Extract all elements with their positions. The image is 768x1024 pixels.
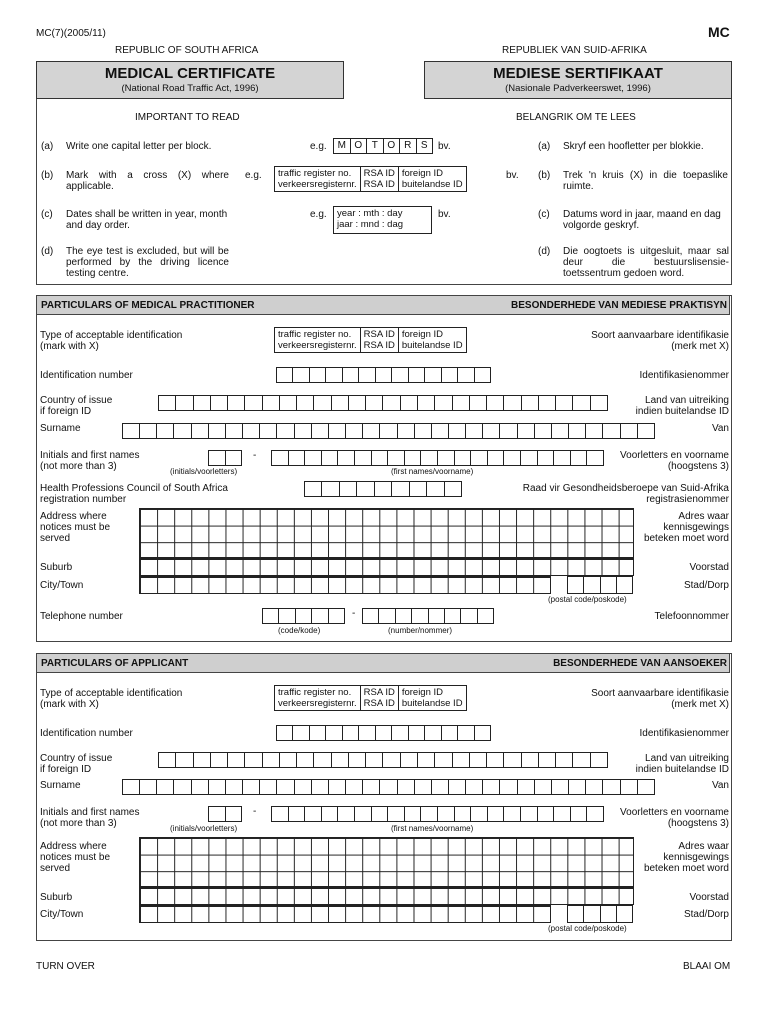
subtitle-af: (Nasionale Padverkeerswet, 1996) [505, 83, 651, 94]
motors-cell: T [367, 139, 384, 153]
p-idnum-input[interactable] [276, 367, 491, 383]
p-tel-label-af: Telefoonnommer [654, 611, 729, 622]
title-af: MEDIESE SERTIFIKAAT [493, 65, 663, 82]
p-city-label-en: City/Town [40, 580, 84, 591]
p-suburb-input[interactable] [139, 558, 634, 576]
eg-c: e.g. [310, 209, 327, 220]
p-address-label-en: Address where notices must be served [40, 511, 111, 544]
p-city-label-af: Stad/Dorp [683, 580, 729, 591]
a-id-rsa-option[interactable]: RSA ID RSA ID [361, 686, 399, 710]
practitioner-bar-af: BESONDERHEDE VAN MEDIESE PRAKTISYN [511, 300, 727, 311]
a-country-input[interactable] [158, 752, 608, 768]
item-a-en: Write one capital letter per block. [66, 141, 212, 152]
bv-a: bv. [438, 141, 451, 152]
a-postal-input[interactable] [567, 905, 633, 923]
title-box-en [36, 61, 344, 99]
a-city-input[interactable] [139, 905, 551, 923]
a-firstnames-input[interactable] [271, 806, 604, 822]
item-b-en: Mark with a cross (X) where applicable. [66, 170, 229, 192]
a-surname-label-en: Surname [40, 780, 81, 791]
motors-cell: R [400, 139, 417, 153]
applicant-bar-en: PARTICULARS OF APPLICANT [41, 658, 189, 669]
p-idtype-label-af: Soort aanvaarbare identifikasie (merk met X) [591, 330, 729, 352]
p-hpcsa-label-af: Raad vir Gesondheidsberoepe van Suid-Afrika registrasienommer [522, 483, 729, 505]
p-firstnames-input[interactable] [271, 450, 604, 466]
applicant-bar [36, 653, 730, 673]
id-traffic: traffic register no. verkeersregisternr. [275, 167, 361, 191]
item-b-af: Trek 'n kruis (X) in die toepaslike ruimte. [563, 170, 728, 192]
a-address-input[interactable] [139, 837, 634, 887]
p-hpcsa-input[interactable] [304, 481, 462, 497]
p-code-note: (code/kode) [278, 626, 321, 635]
a-suburb-input[interactable] [139, 887, 634, 905]
a-postal-note: (postal code/poskode) [548, 924, 627, 933]
bv-b: bv. [506, 170, 519, 181]
eg-a: e.g. [310, 141, 327, 152]
p-surname-label-af: Van [711, 423, 729, 434]
motors-cell: O [384, 139, 401, 153]
p-tel-label-en: Telephone number [40, 611, 123, 622]
p-postal-note: (postal code/poskode) [548, 595, 627, 604]
turn-over: TURN OVER [36, 961, 95, 972]
a-country-label-en: Country of issue if foreign ID [40, 753, 113, 775]
title-box-af [424, 61, 732, 99]
practitioner-bar [36, 295, 730, 315]
a-idnum-label-en: Identification number [40, 728, 133, 739]
example-motors [333, 138, 433, 154]
motors-cell: S [420, 140, 428, 151]
id-foreign: foreign ID buitelandse ID [401, 168, 463, 190]
instructions-heading-af: BELANGRIK OM TE LEES [516, 112, 636, 123]
p-tel-code-input[interactable] [262, 608, 345, 624]
a-country-label-af: Land van uitreiking indien buitelandse ID [635, 753, 729, 775]
a-initials-note: (initials/voorletters) [170, 824, 238, 833]
a-city-label-af: Stad/Dorp [683, 909, 729, 920]
eg-b: e.g. [245, 170, 262, 181]
p-idnum-label-en: Identification number [40, 370, 133, 381]
a-suburb-label-af: Voorstad [689, 892, 729, 903]
item-b-label: (b) [41, 170, 54, 181]
item-b-label-af: (b) [538, 170, 551, 181]
example-date [333, 206, 432, 234]
form-code: MC(7)(2005/11) [36, 28, 106, 39]
p-id-rsa-option[interactable]: RSA ID RSA ID [361, 328, 399, 352]
p-idtype-select[interactable] [274, 327, 467, 353]
item-c-af: Datums word in jaar, maand en dag volgorde geskryf. [563, 209, 721, 231]
item-a-label: (a) [41, 141, 54, 152]
item-a-af: Skryf een hoofletter per blokkie. [563, 141, 704, 152]
a-firstnames-note: (first names/voorname) [391, 824, 474, 833]
blaai-om: BLAAI OM [683, 961, 731, 972]
p-surname-input[interactable] [122, 423, 655, 439]
applicant-bar-af: BESONDERHEDE VAN AANSOEKER [553, 658, 727, 669]
item-d-en: The eye test is excluded, but will be performed by the driving licence testing centre. [66, 246, 229, 279]
a-initials-input[interactable] [208, 806, 242, 822]
p-suburb-label-en: Suburb [40, 562, 73, 573]
instructions-heading-en: IMPORTANT TO READ [135, 112, 240, 123]
a-address-label-en: Address where notices must be served [40, 841, 111, 874]
p-firstnames-note: (first names/voorname) [391, 467, 474, 476]
p-initials-label-en: Initials and first names (not more than 3) [40, 450, 140, 472]
bv-c: bv. [438, 209, 451, 220]
item-d-label-af: (d) [538, 246, 551, 257]
a-idnum-input[interactable] [276, 725, 491, 741]
a-id-traffic-option[interactable]: traffic register no. verkeersregisternr. [275, 686, 361, 710]
item-d-label: (d) [41, 246, 54, 257]
p-city-input[interactable] [139, 576, 551, 594]
p-tel-number-input[interactable] [362, 608, 494, 624]
p-surname-label-en: Surname [40, 423, 81, 434]
a-idtype-label-af: Soort aanvaarbare identifikasie (merk met X) [591, 688, 729, 710]
a-idnum-label-af: Identifikasienommer [639, 728, 729, 739]
motors-cell: M [334, 139, 351, 153]
p-suburb-label-af: Voorstad [689, 562, 729, 573]
title-en: MEDICAL CERTIFICATE [104, 65, 276, 82]
a-city-label-en: City/Town [40, 909, 84, 920]
p-address-label-af: Adres waar kennisgewings beteken moet word [643, 511, 729, 544]
item-a-label-af: (a) [538, 141, 551, 152]
p-country-input[interactable] [158, 395, 608, 411]
date-format: year : mth : day jaar : mnd : dag [337, 208, 404, 230]
a-id-foreign-option[interactable]: foreign ID buitelandse ID [401, 687, 463, 709]
a-surname-input[interactable] [122, 779, 655, 795]
republic-en: REPUBLIC OF SOUTH AFRICA [115, 45, 259, 56]
p-address-input[interactable] [139, 508, 634, 558]
practitioner-bar-en: PARTICULARS OF MEDICAL PRACTITIONER [41, 300, 255, 311]
a-idtype-label-en: Type of acceptable identification (mark with X) [40, 688, 183, 710]
id-rsa: RSA ID RSA ID [361, 167, 399, 191]
p-initials-input[interactable] [208, 450, 242, 466]
p-initials-note: (initials/voorletters) [170, 467, 238, 476]
p-idtype-label-en: Type of acceptable identification (mark with X) [40, 330, 183, 352]
p-hpcsa-label-en: Health Professions Council of South Africa registration number [40, 483, 228, 505]
form-tag: MC [708, 24, 730, 40]
item-d-af: Die oogtoets is uitgesluit, maar sal deur die bestuurslisensie-toetssentrum gedoen word. [563, 246, 729, 279]
p-country-label-af: Land van uitreiking indien buitelandse ID [635, 395, 729, 417]
p-country-label-en: Country of issue if foreign ID [40, 395, 113, 417]
a-address-label-af: Adres waar kennisgewings beteken moet word [643, 841, 729, 874]
item-c-label-af: (c) [538, 209, 550, 220]
a-initials-label-af: Voorletters en voorname (hoogstens 3) [620, 807, 729, 829]
p-postal-input[interactable] [567, 576, 633, 594]
a-idtype-select[interactable] [274, 685, 467, 711]
p-initials-label-af: Voorletters en voorname (hoogstens 3) [620, 450, 729, 472]
p-idnum-label-af: Identifikasienommer [639, 370, 729, 381]
item-c-en: Dates shall be written in year, month and day order. [66, 209, 228, 231]
example-id-types [274, 166, 467, 192]
p-number-note: (number/nommer) [388, 626, 453, 635]
a-surname-label-af: Van [711, 780, 729, 791]
p-id-foreign-option[interactable]: foreign ID buitelandse ID [401, 329, 463, 351]
motors-cell: O [351, 139, 368, 153]
a-suburb-label-en: Suburb [40, 892, 73, 903]
item-c-label: (c) [41, 209, 53, 220]
p-id-traffic-option[interactable]: traffic register no. verkeersregisternr. [275, 328, 361, 352]
a-initials-label-en: Initials and first names (not more than 3) [40, 807, 140, 829]
subtitle-en: (National Road Traffic Act, 1996) [121, 83, 259, 94]
republic-af: REPUBLIEK VAN SUID-AFRIKA [502, 45, 647, 56]
